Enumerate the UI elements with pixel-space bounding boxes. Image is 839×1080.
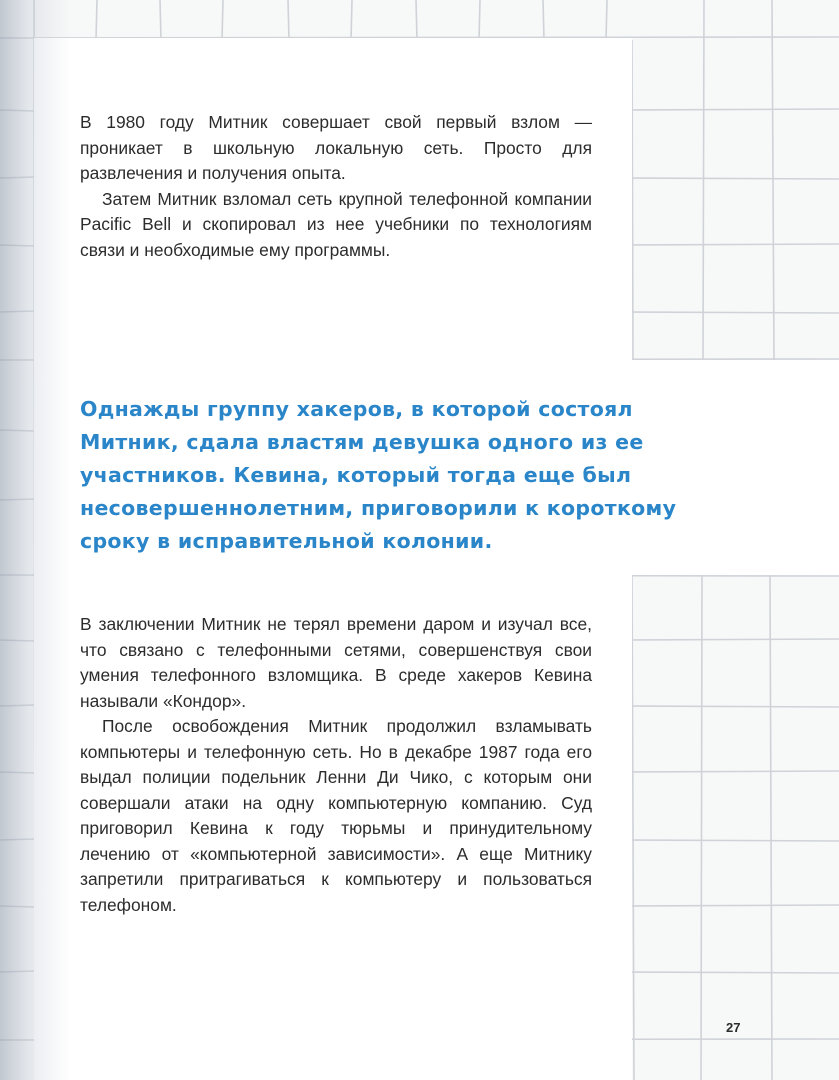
paragraph: После освобождения Митник продолжил взламывать компьютеры и телефонную сеть. Но в декабре 1987 года его выдал полиции подельник Ленни Ди Чико, с которым они совершали атаки на одну компьютерную компанию. Суд приговорил Кевина к году тюрьмы и принудительному лечению от «компьютерной зависимости». А еще Митнику запретили притрагиваться к компьютеру и пользоваться телефоном. [80,716,592,915]
top-text-block [80,110,592,263]
book-spine-shadow [0,0,70,1080]
highlight-quote: Однажды группу хакеров, в которой состоял Митник, сдала властям девушка одного из ее участников. Кевина, который тогда еще был несовершеннолетним, приговорили к короткому сроку в исправительной колонии. [80,397,677,553]
paragraph: В 1980 году Митник совершает свой первый взлом — проникает в школьную локальную сеть. Просто для развлечения и получения опыта. [80,112,592,183]
page-number: 27 [726,1020,741,1035]
paragraph: В заключении Митник не терял времени даром и изучал все, что связано с телефонными сетями, совершенствуя свои умения телефонного взломщика. В среде хакеров Кевина называли «Кондор». [80,614,592,711]
paragraph: Затем Митник взломал сеть крупной телефонной компании Pacific Bell и скопировал из нее учебники по технологиям связи и необходимые ему программы. [80,188,592,260]
bottom-text-block [80,612,592,918]
